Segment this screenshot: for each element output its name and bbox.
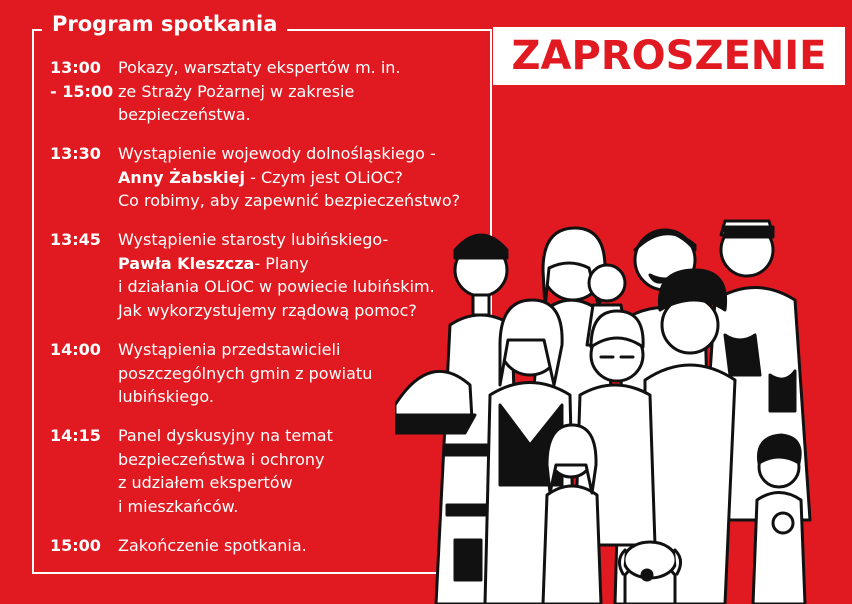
agenda-time: [50, 424, 116, 448]
agenda-text: Zakończenie spotkania.: [118, 536, 307, 555]
agenda-text: Wystąpienia przedstawicieli: [118, 340, 341, 359]
invitation-banner: ZAPROSZENIE: [493, 27, 845, 85]
speaker-name: Pawła Kleszcza: [118, 253, 255, 273]
agenda-text: i mieszkańców.: [118, 496, 239, 516]
agenda-time-line: 14:15: [50, 426, 101, 445]
agenda-text: i działania OLiOC w powiecie lubińskim.: [118, 277, 435, 296]
agenda-time: [50, 338, 116, 362]
agenda-text: Wystąpienie wojewody dolnośląskiego -: [118, 144, 436, 163]
agenda-text: ze Straży Pożarnej w zakresie: [118, 81, 355, 101]
agenda-time-line: 13:45: [50, 230, 101, 249]
agenda-description-line: [118, 56, 488, 80]
agenda-description-line: [118, 80, 488, 104]
agenda-time: [50, 228, 116, 252]
agenda-time-line: 13:00: [50, 58, 101, 77]
program-title: Program spotkania: [42, 10, 287, 38]
agenda-description-line: [118, 103, 488, 127]
agenda-text: Co robimy, aby zapewnić bezpieczeństwo?: [118, 191, 461, 210]
agenda-description-line: [118, 142, 488, 166]
agenda-text: bezpieczeństwa.: [118, 105, 251, 124]
agenda-text: bezpieczeństwa i ochrony: [118, 449, 325, 469]
group-of-people-illustration: [395, 205, 852, 604]
agenda-text: z udziałem ekspertów: [118, 473, 293, 492]
agenda-text: Wystąpienie starosty lubińskiego-: [118, 230, 389, 249]
agenda-text: Panel dyskusyjny na temat: [118, 426, 333, 445]
agenda-time: [50, 534, 116, 558]
agenda-text: poszczególnych gmin z powiatu: [118, 363, 373, 383]
agenda-time-line: - 15:00: [50, 81, 114, 101]
speaker-name: Anny Żabskiej: [118, 167, 245, 187]
agenda-text: - Plany: [254, 253, 309, 273]
agenda-time-line: 15:00: [50, 536, 101, 555]
agenda-text: Jak wykorzystujemy rządową pomoc?: [118, 300, 417, 320]
agenda-text: Pokazy, warsztaty ekspertów m. in.: [118, 58, 401, 77]
agenda-time-line: 14:00: [50, 340, 101, 359]
agenda-time: [50, 56, 116, 103]
agenda-text: lubińskiego.: [118, 387, 214, 406]
agenda-description-line: [118, 166, 488, 190]
agenda-time-line: 13:30: [50, 144, 101, 163]
agenda-description: [118, 142, 488, 213]
agenda-description: [118, 56, 488, 127]
agenda-text: - Czym jest OLiOC?: [245, 167, 403, 187]
agenda-time: [50, 142, 116, 166]
